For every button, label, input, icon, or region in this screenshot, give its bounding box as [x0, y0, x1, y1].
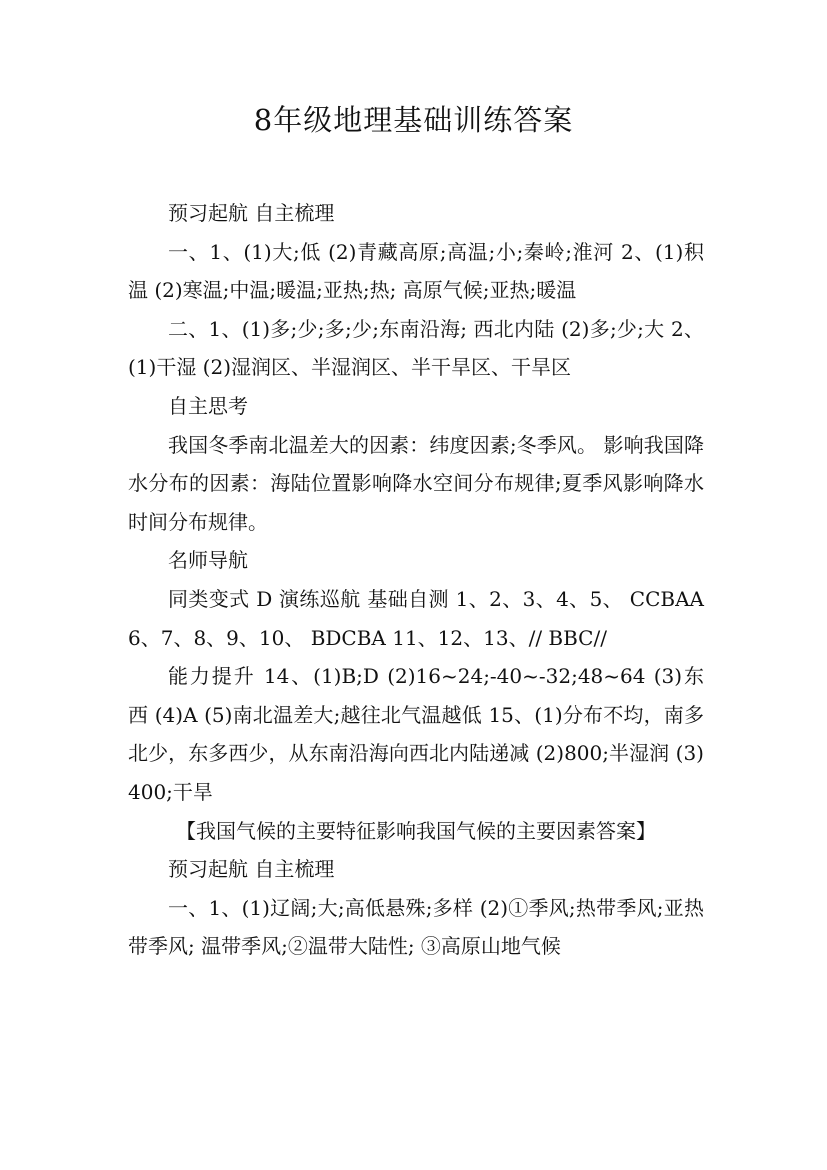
answer-paragraph-1: 一、1、(1)大;低 (2)青藏高原;高温;小;秦岭;淮河 2、(1)积温 (2)寒温;中温;暖温;亚热;热; 高原气候;亚热;暖温	[128, 239, 704, 303]
section-heading-teacher-guide: 名师导航	[168, 548, 248, 573]
answer-paragraph-5: 能力提升 14、(1)B;D (2)16~24;-40~-32;48~64 (3)东西 (4)A (5)南北温差大;越往北气温越低 15、(1)分布不均，南多北少，东多西少，从东南沿海向西北内陆递减 (2)800;半湿润 (3)400;干旱	[128, 664, 704, 804]
answer-paragraph-4: 同类变式 D 演练巡航 基础自测 1、2、3、4、5、 CCBAA 6、7、8、9、10、 BDCBA 11、12、13、// BBC//	[128, 586, 704, 650]
section-title-climate: 【我国气候的主要特征影响我国气候的主要因素答案】	[176, 818, 656, 843]
answer-paragraph-6: 一、1、(1)辽阔;大;高低悬殊;多样 (2)①季风;热带季风;亚热带季风; 温带季风;②温带大陆性; ③高原山地气候	[128, 895, 704, 959]
section-heading-self-thinking: 自主思考	[168, 393, 248, 418]
document-body	[128, 194, 704, 966]
section-heading-preview-2: 预习起航 自主梳理	[168, 857, 335, 882]
answer-paragraph-3: 我国冬季南北温差大的因素：纬度因素;冬季风。 影响我国降水分布的因素：海陆位置影响降水空间分布规律;夏季风影响降水时间分布规律。	[128, 432, 704, 534]
document-title: 8年级地理基础训练答案	[253, 103, 574, 137]
section-heading-preview: 预习起航 自主梳理	[168, 201, 335, 225]
answer-paragraph-2: 二、1、(1)多;少;多;少;东南沿海; 西北内陆 (2)多;少;大 2、(1)干湿 (2)湿润区、半湿润区、半干旱区、干旱区	[128, 316, 704, 380]
